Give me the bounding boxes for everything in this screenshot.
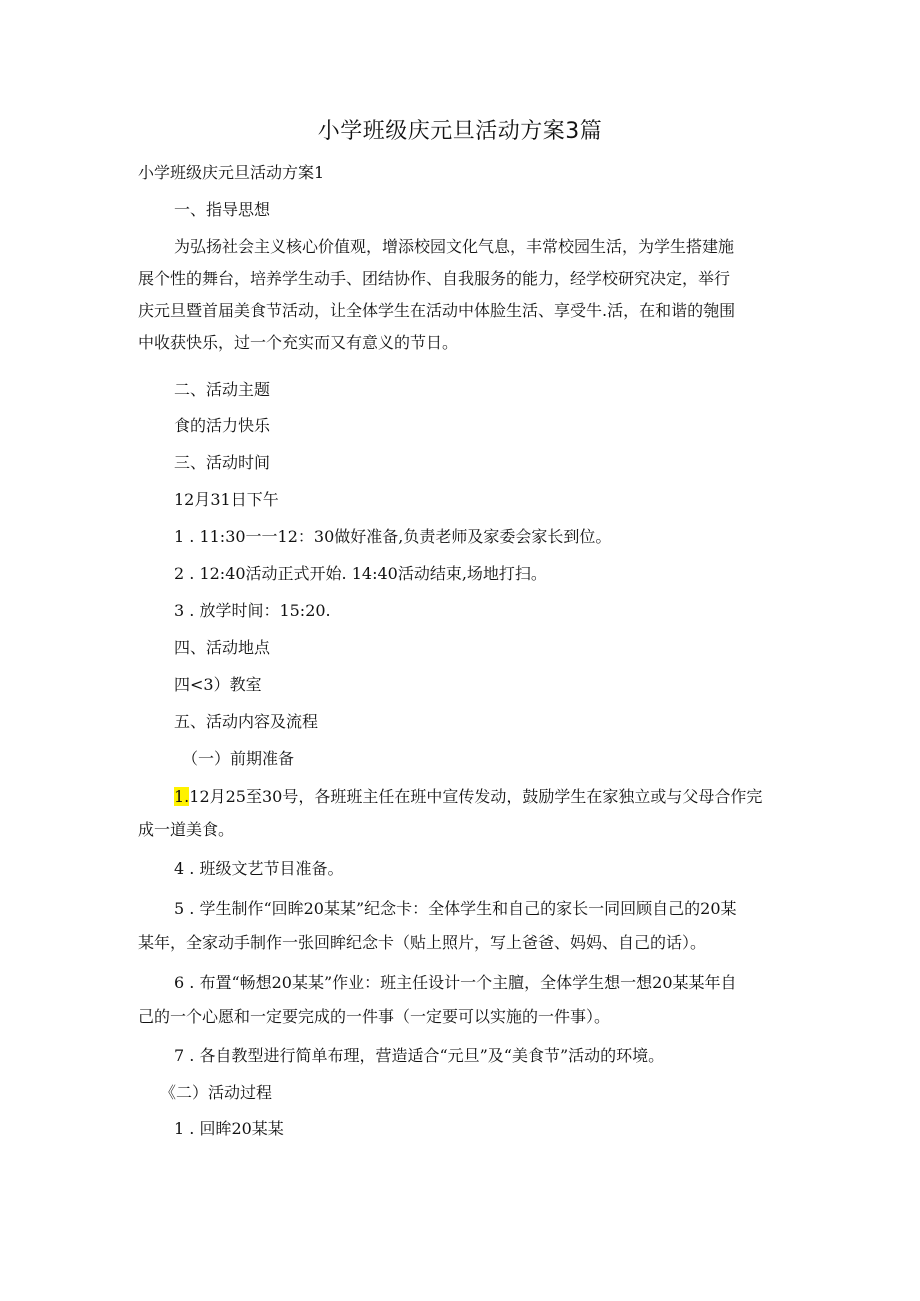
paragraph-line: 中收获快乐，过一个充实而又有意义的节日。 xyxy=(138,333,459,352)
list-item-1 xyxy=(174,786,762,808)
paragraph-line: 为弘扬社会主义核心价值观，增添校园文化气息，丰常校园生活，为学生搭建施 xyxy=(174,237,735,256)
paragraph-line: 展个性的舞台，培养学生动手、团结协作、自我服务的能力，经学校研究决定，举行 xyxy=(138,269,731,288)
paragraph-line: 己的一个心愿和一定要完成的一件事（一定要可以实施的一件事）。 xyxy=(138,1007,611,1026)
subsection-heading-2: 《二）活动过程 xyxy=(160,1083,273,1102)
section-heading-3: 三、活动时间 xyxy=(174,453,271,472)
list-item-7: 7 . 各自教型进行简单布理，营造适合“元旦”及“美食节”活动的环境。 xyxy=(174,1046,665,1065)
paragraph-line: 某年，全家动手制作一张回眸纪念卡（贴上照片，写上爸爸、妈妈、自己的话）。 xyxy=(138,933,707,952)
subtitle: 小学班级庆元旦活动方案1 xyxy=(138,163,325,182)
paragraph-line: 成一道美食。 xyxy=(138,820,235,839)
paragraph-line: 庆元旦暨首届美食节活动，让全体学生在活动中体脸生活、享受牛.活，在和谐的匏围 xyxy=(138,301,736,320)
schedule-item: 3 . 放学时间：15:20. xyxy=(174,601,331,620)
highlight-mark: 1. xyxy=(174,787,190,806)
date-text: 12月31日下午 xyxy=(174,490,279,509)
list-item-1-text: 12月25至30号，各班班主任在班中宣传发动，鼓励学生在家独立或与父母合作完 xyxy=(189,787,763,806)
theme-text: 食的活力快乐 xyxy=(174,416,271,435)
schedule-item: 1 . 11:30一一12：30做好准备,负责老师及家委会家长到位。 xyxy=(174,527,612,546)
location-text: 四<3）教室 xyxy=(174,675,262,694)
document-title: 小学班级庆元旦活动方案3篇 xyxy=(317,119,603,144)
list-item: 1 . 回眸20某某 xyxy=(174,1119,284,1138)
section-heading-5: 五、活动内容及流程 xyxy=(174,712,319,731)
section-heading-1: 一、指导思想 xyxy=(174,200,271,219)
subsection-heading-1: （一）前期准备 xyxy=(182,749,295,768)
list-item-4: 4 . 班级文艺节目准备。 xyxy=(174,859,344,878)
list-item-6: 6 . 布置“畅想20某某”作业：班主任设计一个主膻，全体学生想一想20某某年自 xyxy=(174,973,737,992)
section-heading-2: 二、活动主题 xyxy=(174,380,271,399)
section-heading-4: 四、活动地点 xyxy=(174,638,271,657)
schedule-item: 2 . 12:40活动正式开始. 14:40活动结束,场地打扫。 xyxy=(174,564,547,583)
list-item-5: 5 . 学生制作“回眸20某某”纪念卡：全体学生和自己的家长一同回顾自己的20某 xyxy=(174,899,737,918)
